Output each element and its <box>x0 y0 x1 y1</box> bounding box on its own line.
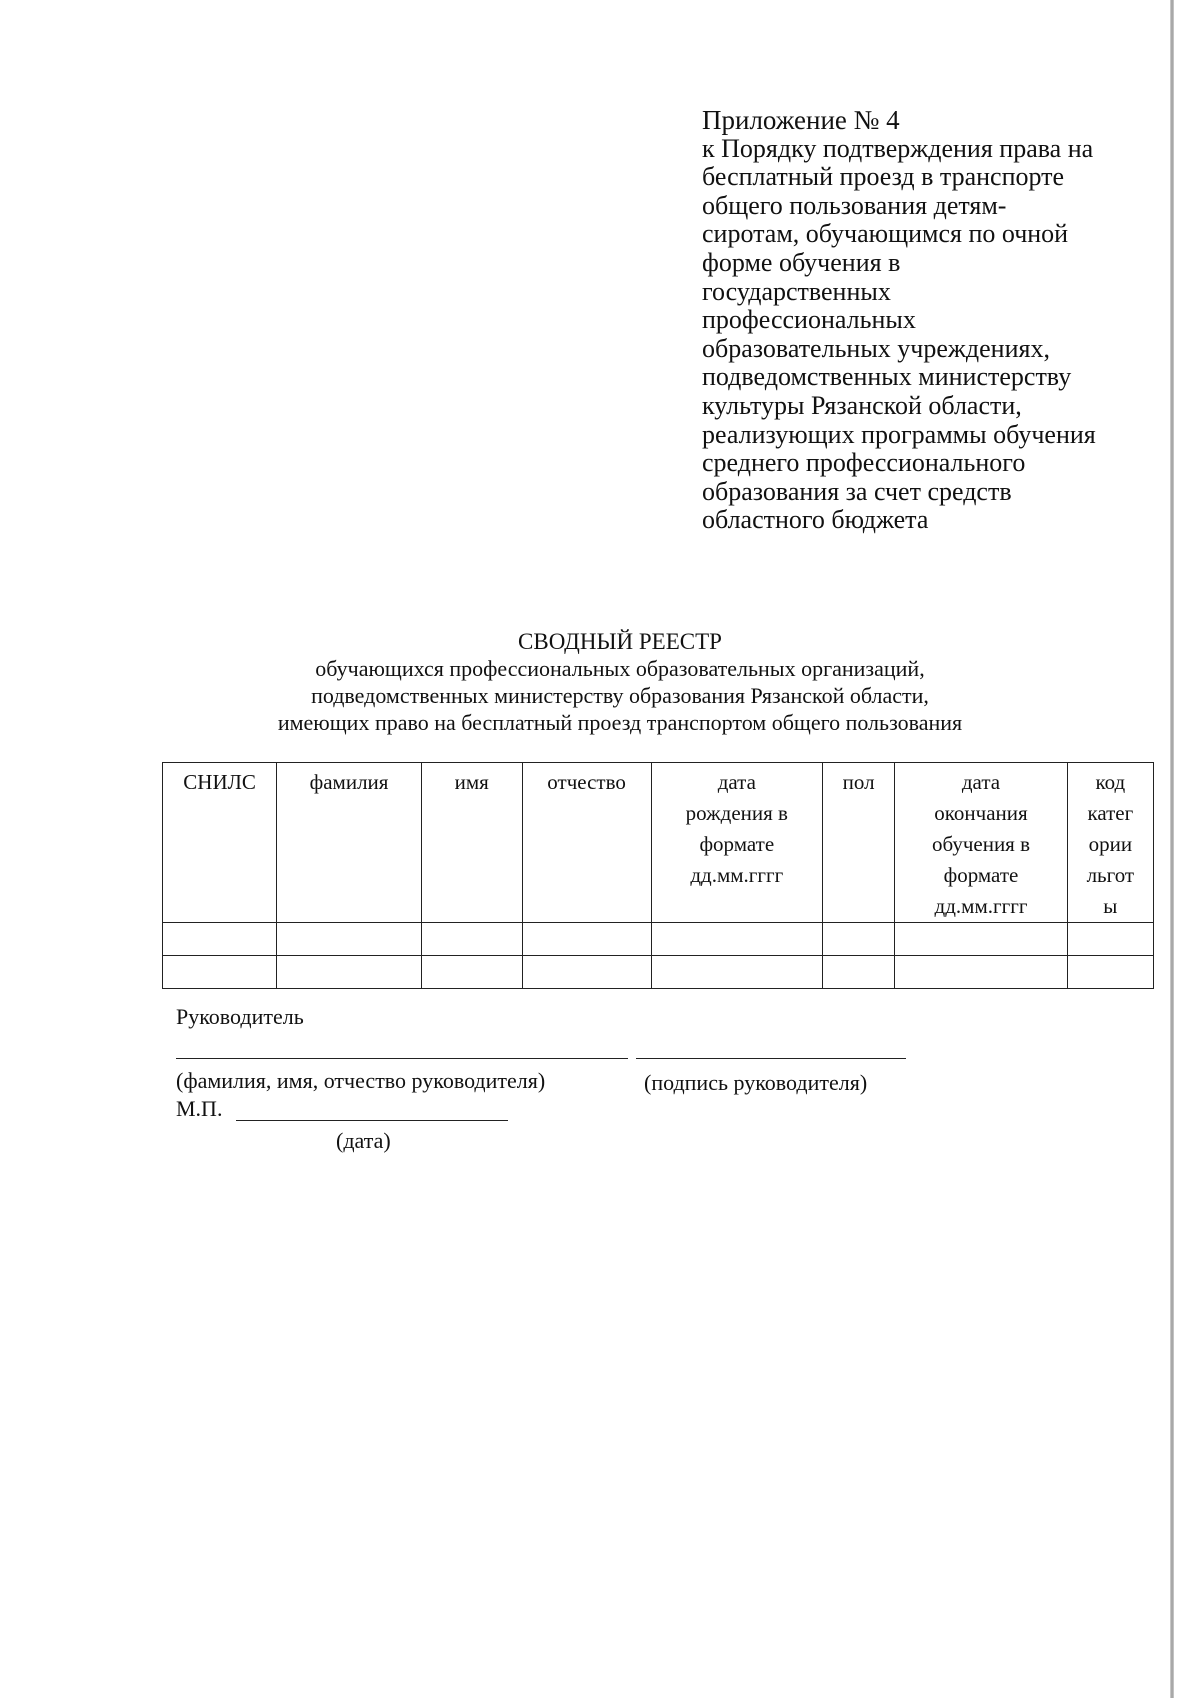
header-line: пол <box>842 770 875 794</box>
header-line: СНИЛС <box>183 770 256 794</box>
appendix-line: общего пользования детям- <box>702 190 1007 220</box>
table-cell <box>823 923 895 956</box>
appendix-line: подведомственных министерству <box>702 362 1072 392</box>
registry-subtitle-line: обучающихся профессиональных образовательных организаций, <box>315 656 925 681</box>
stamp-label: М.П. <box>176 1096 223 1121</box>
table-cell <box>823 956 895 989</box>
header-line: формате <box>699 832 775 856</box>
head-label: Руководитель <box>176 1004 304 1029</box>
registry-table <box>162 762 1154 989</box>
table-row <box>163 923 1154 956</box>
date-signature-line <box>236 1120 508 1121</box>
date-caption: (дата) <box>336 1128 391 1153</box>
header-birth-date <box>651 763 822 923</box>
header-line: льгот <box>1086 863 1135 887</box>
header-line: код <box>1095 770 1126 794</box>
appendix-block <box>702 106 1142 535</box>
registry-subtitle-line: подведомственных министерству образования Рязанской области, <box>311 683 929 708</box>
table-cell <box>522 923 651 956</box>
table-cell <box>651 956 822 989</box>
header-graduation-date <box>895 763 1067 923</box>
header-line: фамилия <box>309 770 389 794</box>
header-line: катег <box>1087 801 1134 825</box>
appendix-line: государственных <box>702 276 891 306</box>
table-cell <box>1067 956 1153 989</box>
appendix-line: к Порядку подтверждения права на <box>702 133 1094 163</box>
sign-signature-line <box>636 1058 906 1059</box>
name-caption: (фамилия, имя, отчество руководителя) <box>176 1068 546 1093</box>
table-header-row <box>163 763 1154 923</box>
header-surname <box>277 763 422 923</box>
header-line: формате <box>943 863 1019 887</box>
header-line: ории <box>1088 832 1133 856</box>
registry-subtitle-line: имеющих право на бесплатный проезд транспортом общего пользования <box>277 710 963 735</box>
appendix-line: образования за счет средств <box>702 476 1012 506</box>
table-cell <box>421 923 522 956</box>
header-line: окончания <box>934 801 1028 825</box>
header-sex <box>823 763 895 923</box>
table-cell <box>163 923 277 956</box>
header-line: обучения в <box>931 832 1031 856</box>
scan-edge-line <box>1170 0 1174 1698</box>
header-line: имя <box>454 770 489 794</box>
table-row <box>163 956 1154 989</box>
header-benefit-code <box>1067 763 1153 923</box>
header-line: дд.мм.гггг <box>934 894 1028 918</box>
header-line: дата <box>717 770 756 794</box>
registry-heading <box>240 628 1000 736</box>
table-cell <box>1067 923 1153 956</box>
table-cell <box>277 923 422 956</box>
registry-title: СВОДНЫЙ РЕЕСТР <box>518 629 722 654</box>
table-cell <box>895 923 1067 956</box>
appendix-line: сиротам, обучающимся по очной <box>702 219 1069 249</box>
appendix-title: Приложение № 4 <box>702 105 900 135</box>
sign-caption: (подпись руководителя) <box>644 1070 868 1095</box>
appendix-line: бесплатный проезд в транспорте <box>702 162 1065 192</box>
table-cell <box>895 956 1067 989</box>
appendix-line: культуры Рязанской области, <box>702 390 1022 420</box>
appendix-line: реализующих программы обучения <box>702 419 1096 449</box>
name-signature-line <box>176 1058 628 1059</box>
header-line: дд.мм.гггг <box>690 863 784 887</box>
header-line: ы <box>1103 894 1118 918</box>
appendix-line: образовательных учреждениях, <box>702 333 1050 363</box>
appendix-line: профессиональных <box>702 305 916 335</box>
table-cell <box>421 956 522 989</box>
appendix-line: областного бюджета <box>702 505 929 535</box>
header-first-name <box>421 763 522 923</box>
table-cell <box>651 923 822 956</box>
table-cell <box>163 956 277 989</box>
appendix-line: среднего профессионального <box>702 448 1026 478</box>
header-patronymic <box>522 763 651 923</box>
appendix-line: форме обучения в <box>702 247 901 277</box>
header-line: рождения в <box>685 801 788 825</box>
table-cell <box>277 956 422 989</box>
header-line: дата <box>961 770 1001 794</box>
header-snils <box>163 763 277 923</box>
header-line: отчество <box>547 770 626 794</box>
table-cell <box>522 956 651 989</box>
